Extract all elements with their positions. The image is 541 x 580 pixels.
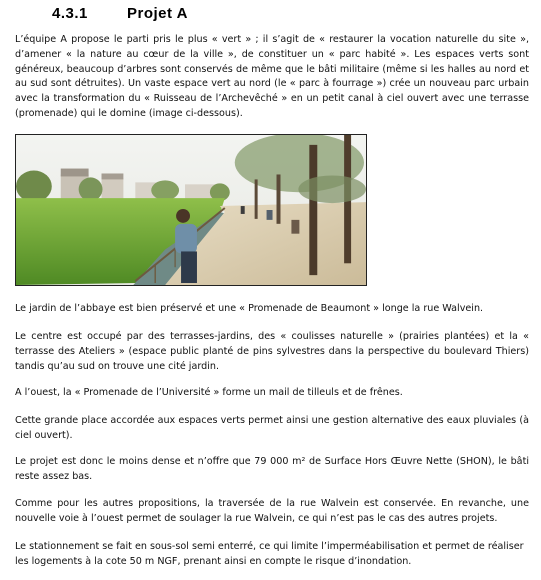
paragraph-density: Le projet est donc le moins dense et n’offre que 79 000 m² de Surface Hors Œuvre Nette (SHON), le bâti reste assez bas.: [15, 456, 529, 482]
section-title: Projet A: [127, 5, 188, 22]
paragraph-traffic: Comme pour les autres propositions, la traversée de la rue Walvein est conservée. En revanche, une nouvelle voie à l’ouest permet de soulager la rue Walvein, ce qui n’est pas le cas des autres projets.: [15, 498, 529, 524]
paragraph-abbey: Le jardin de l’abbaye est bien préservé et une « Promenade de Beaumont » longe la rue Walvein.: [15, 303, 484, 314]
park-illustration-image: [15, 134, 367, 286]
section-heading: [52, 5, 188, 22]
paragraph-centre: Le centre est occupé par des terrasses-jardins, des « coulisses naturelle » (prairies plantées) et la « terrasse des Ateliers » (espace public planté de pins sylvestres dans la perspective du boulevard Thiers) tandis qu’au sud on trouve une cité jardin.: [15, 331, 529, 372]
paragraph-west: A l’ouest, la « Promenade de l’Université » forme un mail de tilleuls et de frênes.: [15, 387, 403, 398]
section-number: 4.3.1: [52, 5, 88, 22]
paragraph-parking: Le stationnement se fait en sous-sol semi enterré, ce qui limite l’imperméabilisation et permet de réaliser les logements à la cote 50 m NGF, prenant ainsi en compte le risque d’inondation.: [15, 541, 524, 567]
paragraph-rainwater: Cette grande place accordée aux espaces verts permet ainsi une gestion alternative des eaux pluviales (à ciel ouvert).: [15, 415, 529, 441]
paragraph-intro: L’équipe A propose le parti pris le plus « vert » ; il s’agit de « restaurer la vocation naturelle du site », d’amener « la nature au cœur de la ville », de constituer un « parc habité ». Les espaces verts sont généreux, beaucoup d’arbres sont conservés de même que le bâti militaire (même si les halles au nord et au sud sont détruites). Un vaste espace vert au nord (le « parc à fourrage ») crée un nouveau parc urbain avec la transformation du « Ruisseau de l’Archevêché » en un petit canal à ciel ouvert avec une terrasse (promenade) qui le domine (image ci-dessous).: [15, 34, 529, 119]
